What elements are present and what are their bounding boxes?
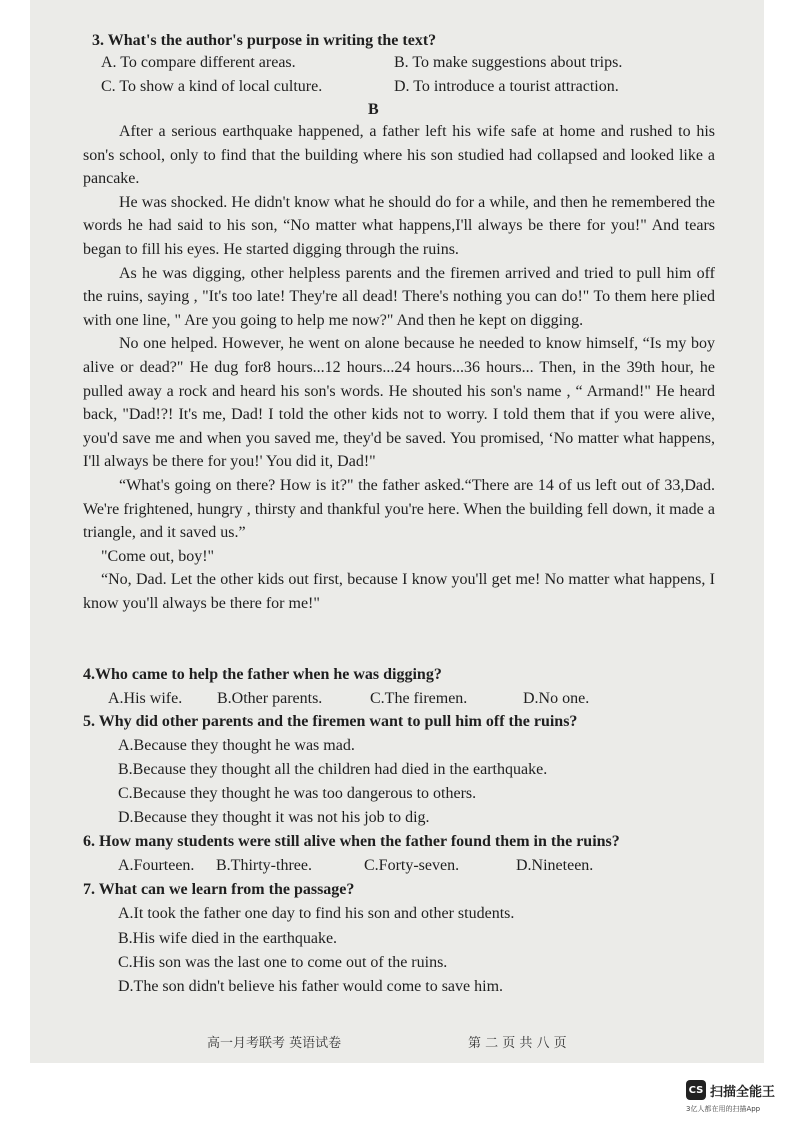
passage-paragraph-2: He was shocked. He didn't know what he should do for a while, and then he remembered the words he had said to his son, “No matter what happens,I'll always be there for you!" And tears began to fill his eyes. He started digging through the ruins. bbox=[83, 193, 715, 258]
q7-option-a: A.It took the father one day to find his son and other students. bbox=[118, 905, 515, 922]
q6-option-d: D.Nineteen. bbox=[516, 857, 594, 874]
q5-question: 5. Why did other parents and the firemen want to pull him off the ruins? bbox=[83, 713, 578, 730]
passage-paragraph-5: “What's going on there? How is it?" the father asked.“There are 14 of us left out of 33,Dad. We're frightened, hungry , thirsty and thankful you're here. When the building fell down, it made a triangle, and it saved us.” bbox=[83, 476, 715, 542]
footer-exam-title: 高一月考联考 英语试卷 bbox=[207, 1036, 342, 1051]
q4-option-b: B.Other parents. bbox=[217, 690, 323, 707]
q7-option-c: C.His son was the last one to come out of the ruins. bbox=[118, 954, 448, 971]
scanner-watermark bbox=[686, 1080, 775, 1100]
scanner-tagline: 3亿人都在用的扫描App bbox=[686, 1105, 761, 1113]
q3-option-b: B. To make suggestions about trips. bbox=[394, 54, 623, 71]
q4-option-c: C.The firemen. bbox=[370, 690, 468, 707]
q6-option-c: C.Forty-seven. bbox=[364, 857, 460, 874]
q5-option-d: D.Because they thought it was not his job to dig. bbox=[118, 809, 430, 826]
passage-paragraph-3: As he was digging, other helpless parents and the firemen arrived and tried to pull him off the ruins, saying , "It's too late! They're all dead! There's nothing you can do!" To them here plied with one line, " Are you going to help me now?" And then he kept on digging. bbox=[83, 264, 715, 329]
passage-paragraph-1: After a serious earthquake happened, a father left his wife safe at home and rushed to his son's school, only to find that the building where his son studied had collapsed and looked like a pancake. bbox=[83, 123, 715, 188]
q3-option-c: C. To show a kind of local culture. bbox=[101, 78, 323, 95]
q3-option-a: A. To compare different areas. bbox=[101, 54, 296, 71]
q6-option-a: A.Fourteen. bbox=[118, 857, 195, 874]
scanner-app-name: 扫描全能王 bbox=[710, 1084, 776, 1100]
q6-option-b: B.Thirty-three. bbox=[216, 857, 312, 874]
q5-option-b: B.Because they thought all the children had died in the earthquake. bbox=[118, 761, 548, 778]
q7-option-b: B.His wife died in the earthquake. bbox=[118, 930, 338, 947]
q3-question: 3. What's the author's purpose in writing the text? bbox=[92, 32, 437, 49]
passage-paragraph-7: “No, Dad. Let the other kids out first, because I know you'll get me! No matter what happens, I know you'll always be there for me!" bbox=[83, 571, 715, 612]
q7-option-d: D.The son didn't believe his father would come to save him. bbox=[118, 978, 504, 995]
q5-option-a: A.Because they thought he was mad. bbox=[118, 737, 355, 754]
footer-page-number: 第 二 页 共 八 页 bbox=[468, 1036, 567, 1051]
q6-question: 6. How many students were still alive when the father found them in the ruins? bbox=[83, 833, 620, 850]
q4-option-d: D.No one. bbox=[523, 690, 590, 707]
section-heading-b: B bbox=[368, 101, 379, 118]
q4-question: 4.Who came to help the father when he was digging? bbox=[83, 666, 442, 683]
q4-option-a: A.His wife. bbox=[108, 690, 183, 707]
passage bbox=[83, 120, 715, 615]
scanner-logo-icon: CS bbox=[686, 1080, 706, 1100]
passage-paragraph-6: "Come out, boy!" bbox=[101, 547, 215, 565]
q5-option-c: C.Because they thought he was too dangerous to others. bbox=[118, 785, 477, 802]
q7-question: 7. What can we learn from the passage? bbox=[83, 881, 355, 898]
passage-paragraph-4: No one helped. However, he went on alone because he needed to know himself, “Is my boy alive or dead?" He dug for8 hours...12 hours...24 hours...36 hours... Then, in the 39th hour, he pulled away a rock and heard his son's words. He shouted his son's name , “ Armand!" He heard back, "Dad!?! It's me, Dad! I told the other kids not to worry. I told them that if you were alive, you'd save me and when you saved me, they'd be saved. You promised, ‘No matter what happens, I'll always be there for you!' You did it, Dad!" bbox=[83, 335, 715, 471]
q3-option-d: D. To introduce a tourist attraction. bbox=[394, 78, 619, 95]
